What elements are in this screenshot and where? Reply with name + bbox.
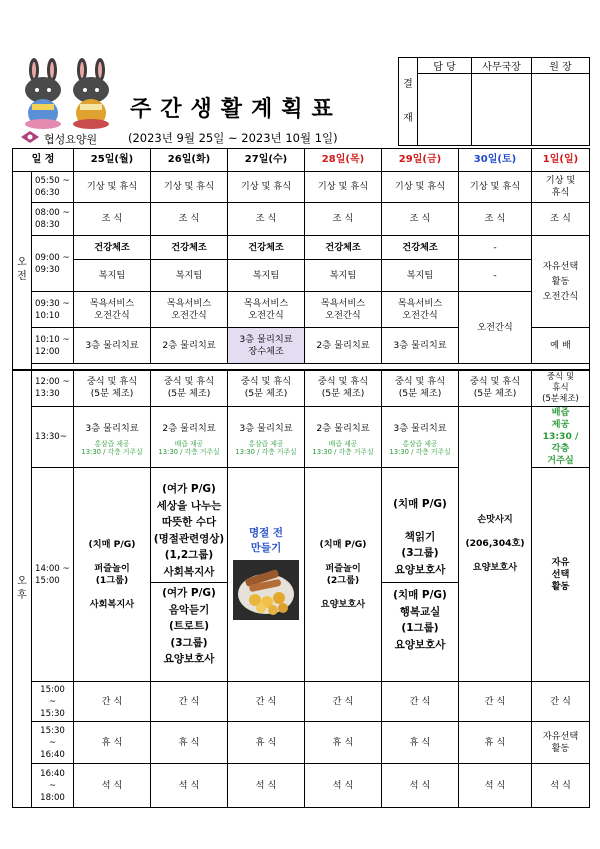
day-header: 27일(수) xyxy=(228,149,305,172)
activity-cell: 석 식 xyxy=(382,764,459,808)
program-cell: 자유 선택 활동 xyxy=(532,468,590,682)
activity-cell: 간 식 xyxy=(459,682,532,722)
treat-note: 홍삼즙 제공 13:30 / 각층 거주실 xyxy=(81,440,143,456)
activity-cell: 복지팀 xyxy=(305,260,382,292)
activity-cell: 석 식 xyxy=(459,764,532,808)
bunny-mascot-left xyxy=(18,58,70,130)
activity-cell: 휴 식 xyxy=(151,722,228,764)
activity-cell: 조 식 xyxy=(305,203,382,236)
activity-cell: 휴 식 xyxy=(382,722,459,764)
activity-cell: 조 식 xyxy=(532,203,590,236)
day-header: 25일(월) xyxy=(74,149,151,172)
activity-cell: 건강체조 xyxy=(382,236,459,260)
activity-cell: 간 식 xyxy=(151,682,228,722)
activity-cell: 석 식 xyxy=(228,764,305,808)
treat-note: 배즙 제공 13:30 / 각층 거주실 xyxy=(158,440,220,456)
approval-side-label xyxy=(399,58,418,146)
time-slot: 10:10 ~ 12:00 xyxy=(32,328,74,364)
activity-cell: 복지팀 xyxy=(228,260,305,292)
approval-signature-slot[interactable] xyxy=(418,74,472,146)
am-label: 오 전 xyxy=(13,172,32,370)
activity-cell: 기상 및 휴식 xyxy=(382,172,459,203)
activity-cell: 건강체조 xyxy=(305,236,382,260)
activity-cell: 목욕서비스 오전간식 xyxy=(228,292,305,328)
org-name: 협성요양원 xyxy=(44,133,98,146)
activity-cell: 조 식 xyxy=(74,203,151,236)
activity-cell: 간 식 xyxy=(532,682,590,722)
activity-cell: 중식 및 휴식 (5분체조) xyxy=(532,370,590,407)
activity-cell: 건강체조 xyxy=(74,236,151,260)
activity-cell: 휴 식 xyxy=(305,722,382,764)
day-header: 26일(화) xyxy=(151,149,228,172)
activity-cell: 기상 및 휴식 xyxy=(459,172,532,203)
activity-cell: 예 배 xyxy=(532,328,590,364)
activity-cell: 중식 및 휴식 (5분 체조) xyxy=(305,370,382,407)
activity-cell xyxy=(305,407,382,468)
program-cell xyxy=(228,468,305,682)
activity-cell: 조 식 xyxy=(382,203,459,236)
time-slot: 09:30 ~ 10:10 xyxy=(32,292,74,328)
treat-note: 배즙 제공 13:30 / 각층 거주실 xyxy=(312,440,374,456)
activity-cell: 간 식 xyxy=(74,682,151,722)
activity-cell: 기상 및 휴식 xyxy=(151,172,228,203)
activity-cell: 간 식 xyxy=(305,682,382,722)
activity-cell: 복지팀 xyxy=(382,260,459,292)
program-text: (치매 P/G) 책읽기 (3그룹) 요양보호사 xyxy=(382,496,458,584)
activity-cell xyxy=(74,407,151,468)
approval-signature-slot[interactable] xyxy=(472,74,532,146)
activity-cell: 휴 식 xyxy=(459,722,532,764)
activity-cell: 중식 및 휴식 (5분 체조) xyxy=(151,370,228,407)
approval-signature-slot[interactable] xyxy=(532,74,590,146)
activity-cell: 3층 물리치료 장수체조 xyxy=(228,328,305,364)
activity-cell: 오전간식 xyxy=(459,292,532,364)
activity-cell: 건강체조 xyxy=(151,236,228,260)
activity-text: 3층 물리치료 xyxy=(239,423,293,434)
activity-cell: 복지팀 xyxy=(74,260,151,292)
day-header: 30일(토) xyxy=(459,149,532,172)
activity-text: 2층 물리치료 xyxy=(316,423,370,434)
time-slot: 15:30 ~ 16:40 xyxy=(32,722,74,764)
day-header: 1일(일) xyxy=(532,149,590,172)
day-header: 28일(목) xyxy=(305,149,382,172)
program-cell xyxy=(151,468,228,682)
bunny-mascot-right xyxy=(66,58,118,130)
day-header: 29일(금) xyxy=(382,149,459,172)
activity-cell xyxy=(151,407,228,468)
activity-cell: 중식 및 휴식 (5분 체조) xyxy=(228,370,305,407)
activity-text: 3층 물리치료 xyxy=(393,423,447,434)
program-text: (여가 P/G) 세상을 나누는 따뜻한 수다 (명절관련영상) (1,2그룹) 사회복지사 xyxy=(151,481,227,583)
period: (2023년 9월 25일 ~ 2023년 10월 1일) xyxy=(128,131,338,145)
activity-cell: - xyxy=(459,236,532,260)
time-slot: 16:40 ~ 18:00 xyxy=(32,764,74,808)
activity-cell: 조 식 xyxy=(151,203,228,236)
activity-cell: 기상 및 휴식 xyxy=(228,172,305,203)
header-schedule: 일 정 xyxy=(13,149,74,172)
activity-cell: 중식 및 휴식 (5분 체조) xyxy=(459,370,532,407)
time-slot: 08:00 ~ 08:30 xyxy=(32,203,74,236)
schedule-table xyxy=(12,148,590,808)
activity-cell: 자유선택 활동 오전간식 xyxy=(532,236,590,328)
activity-text: 3층 물리치료 xyxy=(85,423,139,434)
activity-cell xyxy=(382,407,459,468)
activity-cell: 목욕서비스 오전간식 xyxy=(74,292,151,328)
activity-cell: 기상 및 휴식 xyxy=(305,172,382,203)
activity-cell: 석 식 xyxy=(305,764,382,808)
activity-cell: - xyxy=(459,260,532,292)
activity-cell: 석 식 xyxy=(532,764,590,808)
time-slot: 15:00 ~ 15:30 xyxy=(32,682,74,722)
holiday-food-photo xyxy=(233,560,299,620)
time-slot: 09:00 ~ 09:30 xyxy=(32,236,74,292)
program-text: 명절 전 만들기 xyxy=(248,526,284,554)
activity-cell: 목욕서비스 오전간식 xyxy=(382,292,459,328)
approval-role: 사무국장 xyxy=(472,58,532,74)
org-logo-icon xyxy=(20,130,40,144)
program-cell: (치매 P/G) 퍼즐놀이 (2그룹) 요양보호사 xyxy=(305,468,382,682)
approval-side-top: 결 xyxy=(403,78,413,90)
time-slot: 13:30~ xyxy=(32,407,74,468)
activity-cell: 손맛사지 (206,304호) 요양보호사 xyxy=(459,407,532,682)
treat-note: 배즙 제공 13:30 / 각층 거주실 xyxy=(532,407,590,468)
program-cell: (치매 P/G) 퍼즐놀이 (1그룹) 사회복지사 xyxy=(74,468,151,682)
activity-text: 2층 물리치료 xyxy=(162,423,216,434)
activity-cell: 휴 식 xyxy=(228,722,305,764)
pm-label: 오 후 xyxy=(13,370,32,808)
approval-role: 담 당 xyxy=(418,58,472,74)
activity-cell: 석 식 xyxy=(151,764,228,808)
treat-note: 홍삼즙 제공 13:30 / 각층 거주실 xyxy=(389,440,451,456)
activity-cell: 중식 및 휴식 (5분 체조) xyxy=(74,370,151,407)
activity-cell: 조 식 xyxy=(459,203,532,236)
activity-cell: 기상 및 휴식 xyxy=(74,172,151,203)
activity-cell: 간 식 xyxy=(228,682,305,722)
approval-role: 원 장 xyxy=(532,58,590,74)
page-title: 주간생활계획표 xyxy=(130,97,342,122)
treat-note: 홍삼즙 제공 13:30 / 각층 거주실 xyxy=(235,440,297,456)
activity-cell: 휴 식 xyxy=(74,722,151,764)
activity-cell: 2층 물리치료 xyxy=(151,328,228,364)
time-slot: 14:00 ~ 15:00 xyxy=(32,468,74,682)
activity-cell: 중식 및 휴식 (5분 체조) xyxy=(382,370,459,407)
approval-side-bottom: 재 xyxy=(403,112,413,124)
activity-cell: 간 식 xyxy=(382,682,459,722)
program-cell xyxy=(382,468,459,682)
activity-cell: 3층 물리치료 xyxy=(74,328,151,364)
approval-box xyxy=(398,57,590,146)
activity-cell: 2층 물리치료 xyxy=(305,328,382,364)
activity-cell: 3층 물리치료 xyxy=(382,328,459,364)
program-text: (치매 P/G) 행복교실 (1그룹) 요양보호사 xyxy=(393,589,447,651)
activity-cell xyxy=(228,407,305,468)
time-slot: 12:00 ~ 13:30 xyxy=(32,370,74,407)
activity-cell: 자유선택 활동 xyxy=(532,722,590,764)
activity-cell: 석 식 xyxy=(74,764,151,808)
program-text: (여가 P/G) 음악듣기 (트로트) (3그룹) 요양보호사 xyxy=(162,587,216,666)
activity-cell: 목욕서비스 오전간식 xyxy=(151,292,228,328)
activity-cell: 목욕서비스 오전간식 xyxy=(305,292,382,328)
activity-cell: 기상 및 휴식 xyxy=(532,172,590,203)
activity-cell: 조 식 xyxy=(228,203,305,236)
activity-cell: 건강체조 xyxy=(228,236,305,260)
activity-cell: 복지팀 xyxy=(151,260,228,292)
time-slot: 05:50 ~ 06:30 xyxy=(32,172,74,203)
